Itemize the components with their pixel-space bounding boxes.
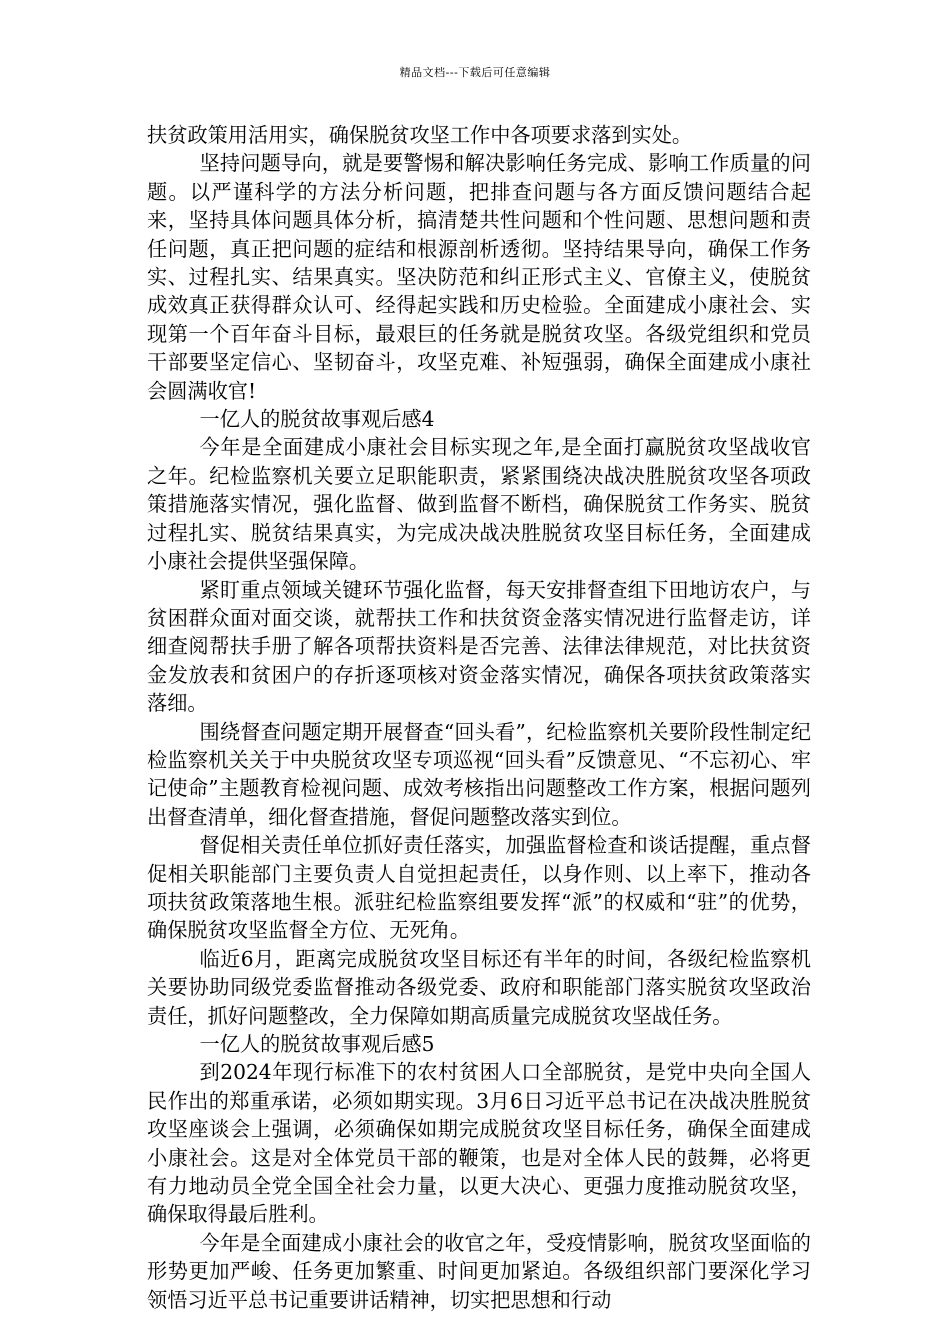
paragraph: 坚持问题导向，就是要警惕和解决影响任务完成、影响工作质量的问题。以严谨科学的方法分析问题，把排查问题与各方面反馈问题结合起来，坚持具体问题具体分析，搞清楚共性问题和个性问题、思想问题和责任问题，真正把问题的症结和根源剖析透彻。坚持结果导向，确保工作务实、过程扎实、结果真实。坚决防范和纠正形式主义、官僚主义，使脱贫成效真正获得群众认可、经得起实践和历史检验。全面建成小康社会、实现第一个百年奋斗目标，最艰巨的任务就是脱贫攻坚。各级党组织和党员干部要坚定信心、坚韧奋斗，攻坚克难、补短强弱，确保全面建成小康社会圆满收官!	[147, 151, 811, 403]
paragraph: 今年是全面建成小康社会的收官之年，受疫情影响，脱贫攻坚面临的形势更加严峻、任务更加繁重、时间更加紧迫。各级组织部门要深化学习领悟习近平总书记重要讲话精神，切实把思想和行动	[147, 1230, 811, 1312]
paragraph: 临近6月，距离完成脱贫攻坚目标还有半年的时间，各级纪检监察机关要协助同级党委监督推动各级党委、政府和职能部门落实脱贫攻坚政治责任，抓好问题整改，全力保障如期高质量完成脱贫攻坚战任务。	[147, 946, 811, 1028]
section-heading: 一亿人的脱贫故事观后感4	[199, 407, 435, 432]
paragraph: 紧盯重点领域关键环节强化监督，每天安排督查组下田地访农户，与贫困群众面对面交谈，就帮扶工作和扶贫资金落实情况进行监督走访，详细查阅帮扶手册了解各项帮扶资料是否完善、法律法律规范，对比扶贫资金发放表和贫困户的存折逐项核对资金落实情况，确保各项扶贫政策落实落细。	[147, 577, 811, 716]
paragraph: 督促相关责任单位抓好责任落实，加强监督检查和谈话提醒，重点督促相关职能部门主要负责人自觉担起责任，以身作则、以上率下，推动各项扶贫政策落地生根。派驻纪检监察组要发挥“派”的权威和“驻”的优势，确保脱贫攻坚监督全方位、无死角。	[147, 833, 811, 943]
paragraph-continued: 扶贫政策用活用实，确保脱贫攻坚工作中各项要求落到实处。	[147, 123, 693, 147]
paragraph: 围绕督查问题定期开展督查“回头看”，纪检监察机关要阶段性制定纪检监察机关关于中央脱贫攻坚专项巡视“回头看”反馈意见、“不忘初心、牢记使命”主题教育检视问题、成效考核指出问题整改工作方案，根据问题列出督查清单，细化督查措施，督促问题整改落实到位。	[147, 719, 811, 829]
paragraph: 到2024年现行标准下的农村贫困人口全部脱贫，是党中央向全国人民作出的郑重承诺，必须如期实现。3月6日习近平总书记在决战决胜脱贫攻坚座谈会上强调，必须确保如期完成脱贫攻坚目标任务，确保全面建成小康社会。这是对全体党员干部的鞭策，也是对全体人民的鼓舞，必将更有力地动员全党全国全社会力量，以更大决心、更强力度推动脱贫攻坚，确保取得最后胜利。	[147, 1060, 811, 1227]
section-heading: 一亿人的脱贫故事观后感5	[199, 1032, 435, 1056]
document-body	[147, 121, 811, 1314]
page-header: 精品文档---下载后可任意编辑	[399, 66, 551, 79]
paragraph: 今年是全面建成小康社会目标实现之年,是全面打赢脱贫攻坚战收官之年。纪检监察机关要立足职能职责，紧紧围绕决战决胜脱贫攻坚各项政策措施落实情况，强化监督、做到监督不断档，确保脱贫工作务实、脱贫过程扎实、脱贫结果真实，为完成决战决胜脱贫攻坚目标任务，全面建成小康社会提供坚强保障。	[147, 435, 811, 574]
